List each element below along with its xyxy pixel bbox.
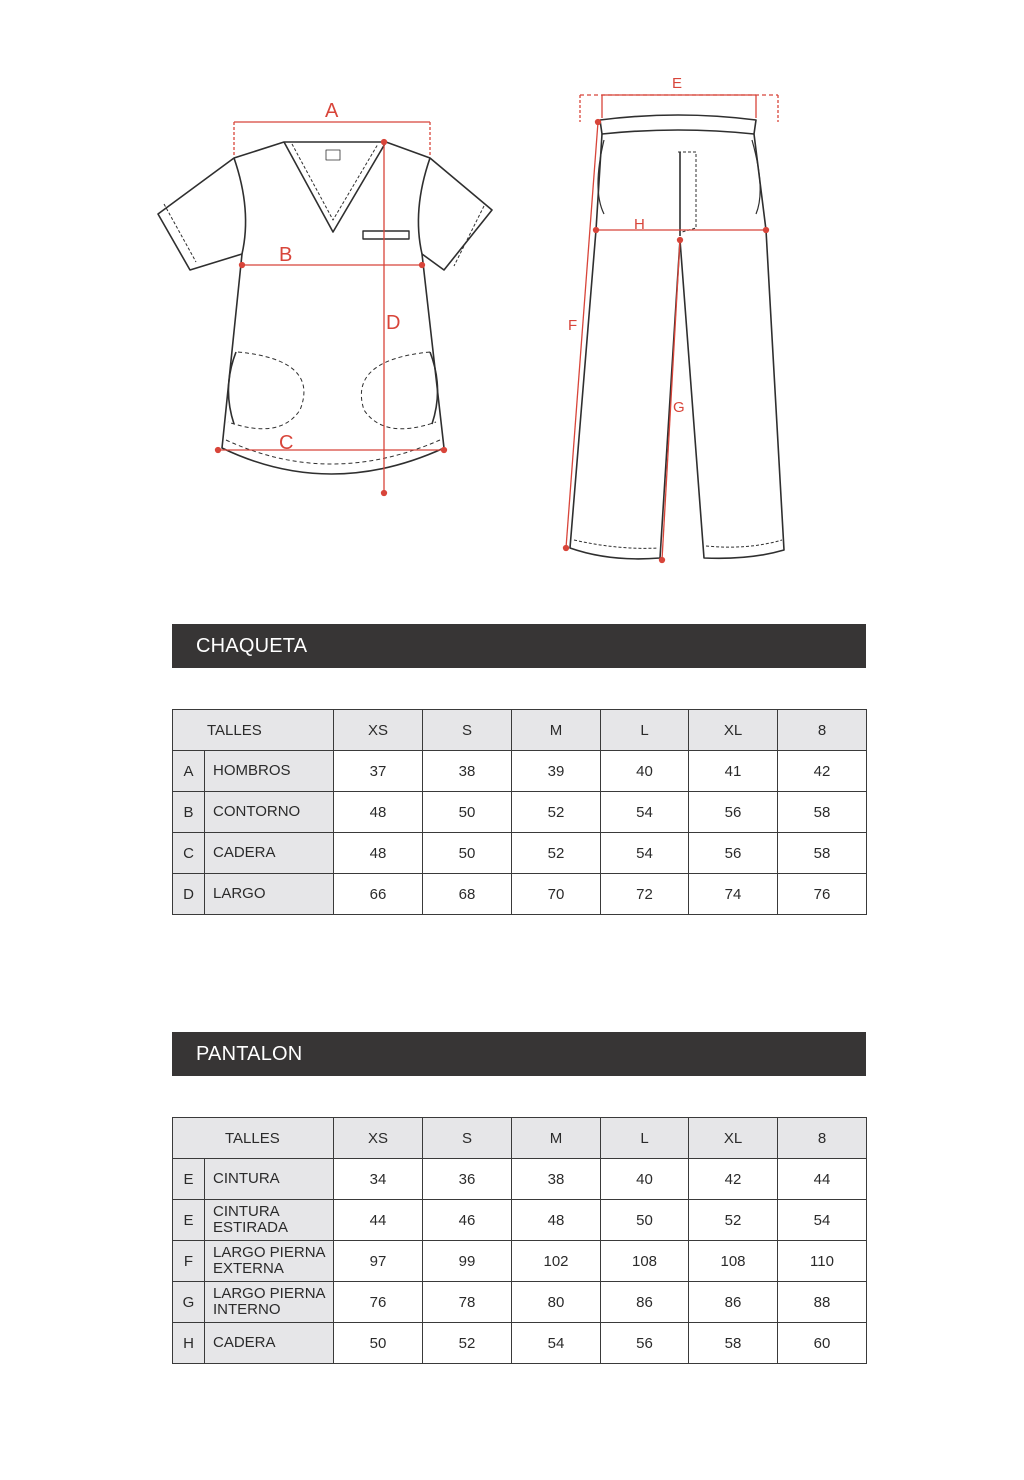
- table-cell: 48: [334, 833, 423, 874]
- table-cell: 56: [689, 792, 778, 833]
- table-row: [173, 1200, 867, 1241]
- label-e: E: [672, 75, 683, 92]
- table-cell: 54: [601, 833, 689, 874]
- table-cell: 99: [423, 1241, 512, 1282]
- label-b: B: [279, 244, 293, 266]
- table-cell: 38: [512, 1159, 601, 1200]
- table-cell: 44: [778, 1159, 867, 1200]
- row-label: [205, 1159, 334, 1200]
- table-cell: 110: [778, 1241, 867, 1282]
- table-cell: 44: [334, 1200, 423, 1241]
- table-cell: 58: [778, 792, 867, 833]
- table-header-row: [173, 710, 867, 751]
- table-cell: 108: [689, 1241, 778, 1282]
- table-cell: 37: [334, 751, 423, 792]
- table-cell: 58: [689, 1323, 778, 1364]
- table-cell: 86: [689, 1282, 778, 1323]
- row-label-text: LARGO PIERNA EXTERNA: [213, 1244, 326, 1277]
- table-cell: 78: [423, 1282, 512, 1323]
- row-label: [205, 1241, 334, 1282]
- table-cell: 80: [512, 1282, 601, 1323]
- table-cell: 56: [689, 833, 778, 874]
- size-header: L: [601, 1118, 689, 1159]
- pantalon-section-title: PANTALON: [172, 1032, 866, 1076]
- table-cell: 102: [512, 1241, 601, 1282]
- size-header: S: [423, 710, 512, 751]
- table-row: [173, 1282, 867, 1323]
- size-header: XL: [689, 710, 778, 751]
- table-cell: 56: [601, 1323, 689, 1364]
- garment-measurement-diagram: [0, 0, 1024, 600]
- row-label-text: CADERA: [213, 1334, 276, 1351]
- row-label: CONTORNO: [205, 792, 334, 833]
- table-cell: 50: [601, 1200, 689, 1241]
- size-header: XL: [689, 1118, 778, 1159]
- table-cell: 41: [689, 751, 778, 792]
- table-cell: 54: [778, 1200, 867, 1241]
- table-cell: 38: [423, 751, 512, 792]
- label-a: A: [325, 100, 339, 122]
- table-row: [173, 751, 867, 792]
- table-cell: 36: [423, 1159, 512, 1200]
- row-letter: H: [173, 1323, 205, 1364]
- row-label: HOMBROS: [205, 751, 334, 792]
- row-label-text: LARGO PIERNA INTERNO: [213, 1285, 326, 1318]
- table-cell: 108: [601, 1241, 689, 1282]
- table-cell: 42: [689, 1159, 778, 1200]
- row-letter: C: [173, 833, 205, 874]
- row-letter: F: [173, 1241, 205, 1282]
- table-cell: 50: [334, 1323, 423, 1364]
- table-cell: 52: [423, 1323, 512, 1364]
- table-row: [173, 1159, 867, 1200]
- size-header: 8: [778, 1118, 867, 1159]
- table-cell: 54: [512, 1323, 601, 1364]
- table-cell: 60: [778, 1323, 867, 1364]
- pants-drawing: [570, 115, 784, 559]
- row-label: LARGO: [205, 874, 334, 915]
- table-row: [173, 1323, 867, 1364]
- table-header-row: [173, 1118, 867, 1159]
- jacket-measure-lines: [216, 122, 447, 496]
- label-g: G: [673, 399, 685, 416]
- size-header: M: [512, 1118, 601, 1159]
- table-cell: 50: [423, 833, 512, 874]
- table-cell: 66: [334, 874, 423, 915]
- table-cell: 72: [601, 874, 689, 915]
- size-header: M: [512, 710, 601, 751]
- row-label: [205, 1323, 334, 1364]
- size-header: 8: [778, 710, 867, 751]
- row-letter: E: [173, 1159, 205, 1200]
- table-cell: 54: [601, 792, 689, 833]
- size-header: S: [423, 1118, 512, 1159]
- row-letter: B: [173, 792, 205, 833]
- label-h: H: [634, 216, 645, 233]
- table-cell: 70: [512, 874, 601, 915]
- label-d: D: [386, 312, 401, 334]
- table-row: [173, 1241, 867, 1282]
- talles-header: TALLES: [173, 710, 334, 751]
- table-cell: 46: [423, 1200, 512, 1241]
- size-header: XS: [334, 1118, 423, 1159]
- row-label: [205, 1200, 334, 1241]
- row-label: CADERA: [205, 833, 334, 874]
- table-cell: 86: [601, 1282, 689, 1323]
- table-cell: 52: [512, 833, 601, 874]
- label-f: F: [568, 317, 578, 334]
- table-cell: 88: [778, 1282, 867, 1323]
- table-cell: 50: [423, 792, 512, 833]
- table-cell: 76: [334, 1282, 423, 1323]
- table-cell: 48: [334, 792, 423, 833]
- row-label-text: CINTURA ESTIRADA: [213, 1203, 289, 1236]
- table-cell: 58: [778, 833, 867, 874]
- table-cell: 76: [778, 874, 867, 915]
- table-row: [173, 792, 867, 833]
- row-letter: D: [173, 874, 205, 915]
- row-label: [205, 1282, 334, 1323]
- table-row: [173, 833, 867, 874]
- table-cell: 40: [601, 751, 689, 792]
- talles-header: TALLES: [173, 1118, 334, 1159]
- label-c: C: [279, 432, 294, 454]
- row-letter: G: [173, 1282, 205, 1323]
- table-cell: 42: [778, 751, 867, 792]
- size-header: L: [601, 710, 689, 751]
- size-header: XS: [334, 710, 423, 751]
- table-cell: 97: [334, 1241, 423, 1282]
- table-cell: 39: [512, 751, 601, 792]
- pants-measure-lines: [564, 95, 779, 563]
- table-cell: 48: [512, 1200, 601, 1241]
- chaqueta-section-title: CHAQUETA: [172, 624, 866, 668]
- jacket-drawing: [158, 142, 492, 474]
- table-cell: 74: [689, 874, 778, 915]
- table-cell: 52: [689, 1200, 778, 1241]
- row-label-text: CINTURA: [213, 1170, 280, 1187]
- table-row: [173, 874, 867, 915]
- table-cell: 34: [334, 1159, 423, 1200]
- chaqueta-size-table: [172, 709, 867, 915]
- table-cell: 40: [601, 1159, 689, 1200]
- pantalon-size-table: [172, 1117, 867, 1364]
- table-cell: 68: [423, 874, 512, 915]
- row-letter: A: [173, 751, 205, 792]
- table-cell: 52: [512, 792, 601, 833]
- row-letter: E: [173, 1200, 205, 1241]
